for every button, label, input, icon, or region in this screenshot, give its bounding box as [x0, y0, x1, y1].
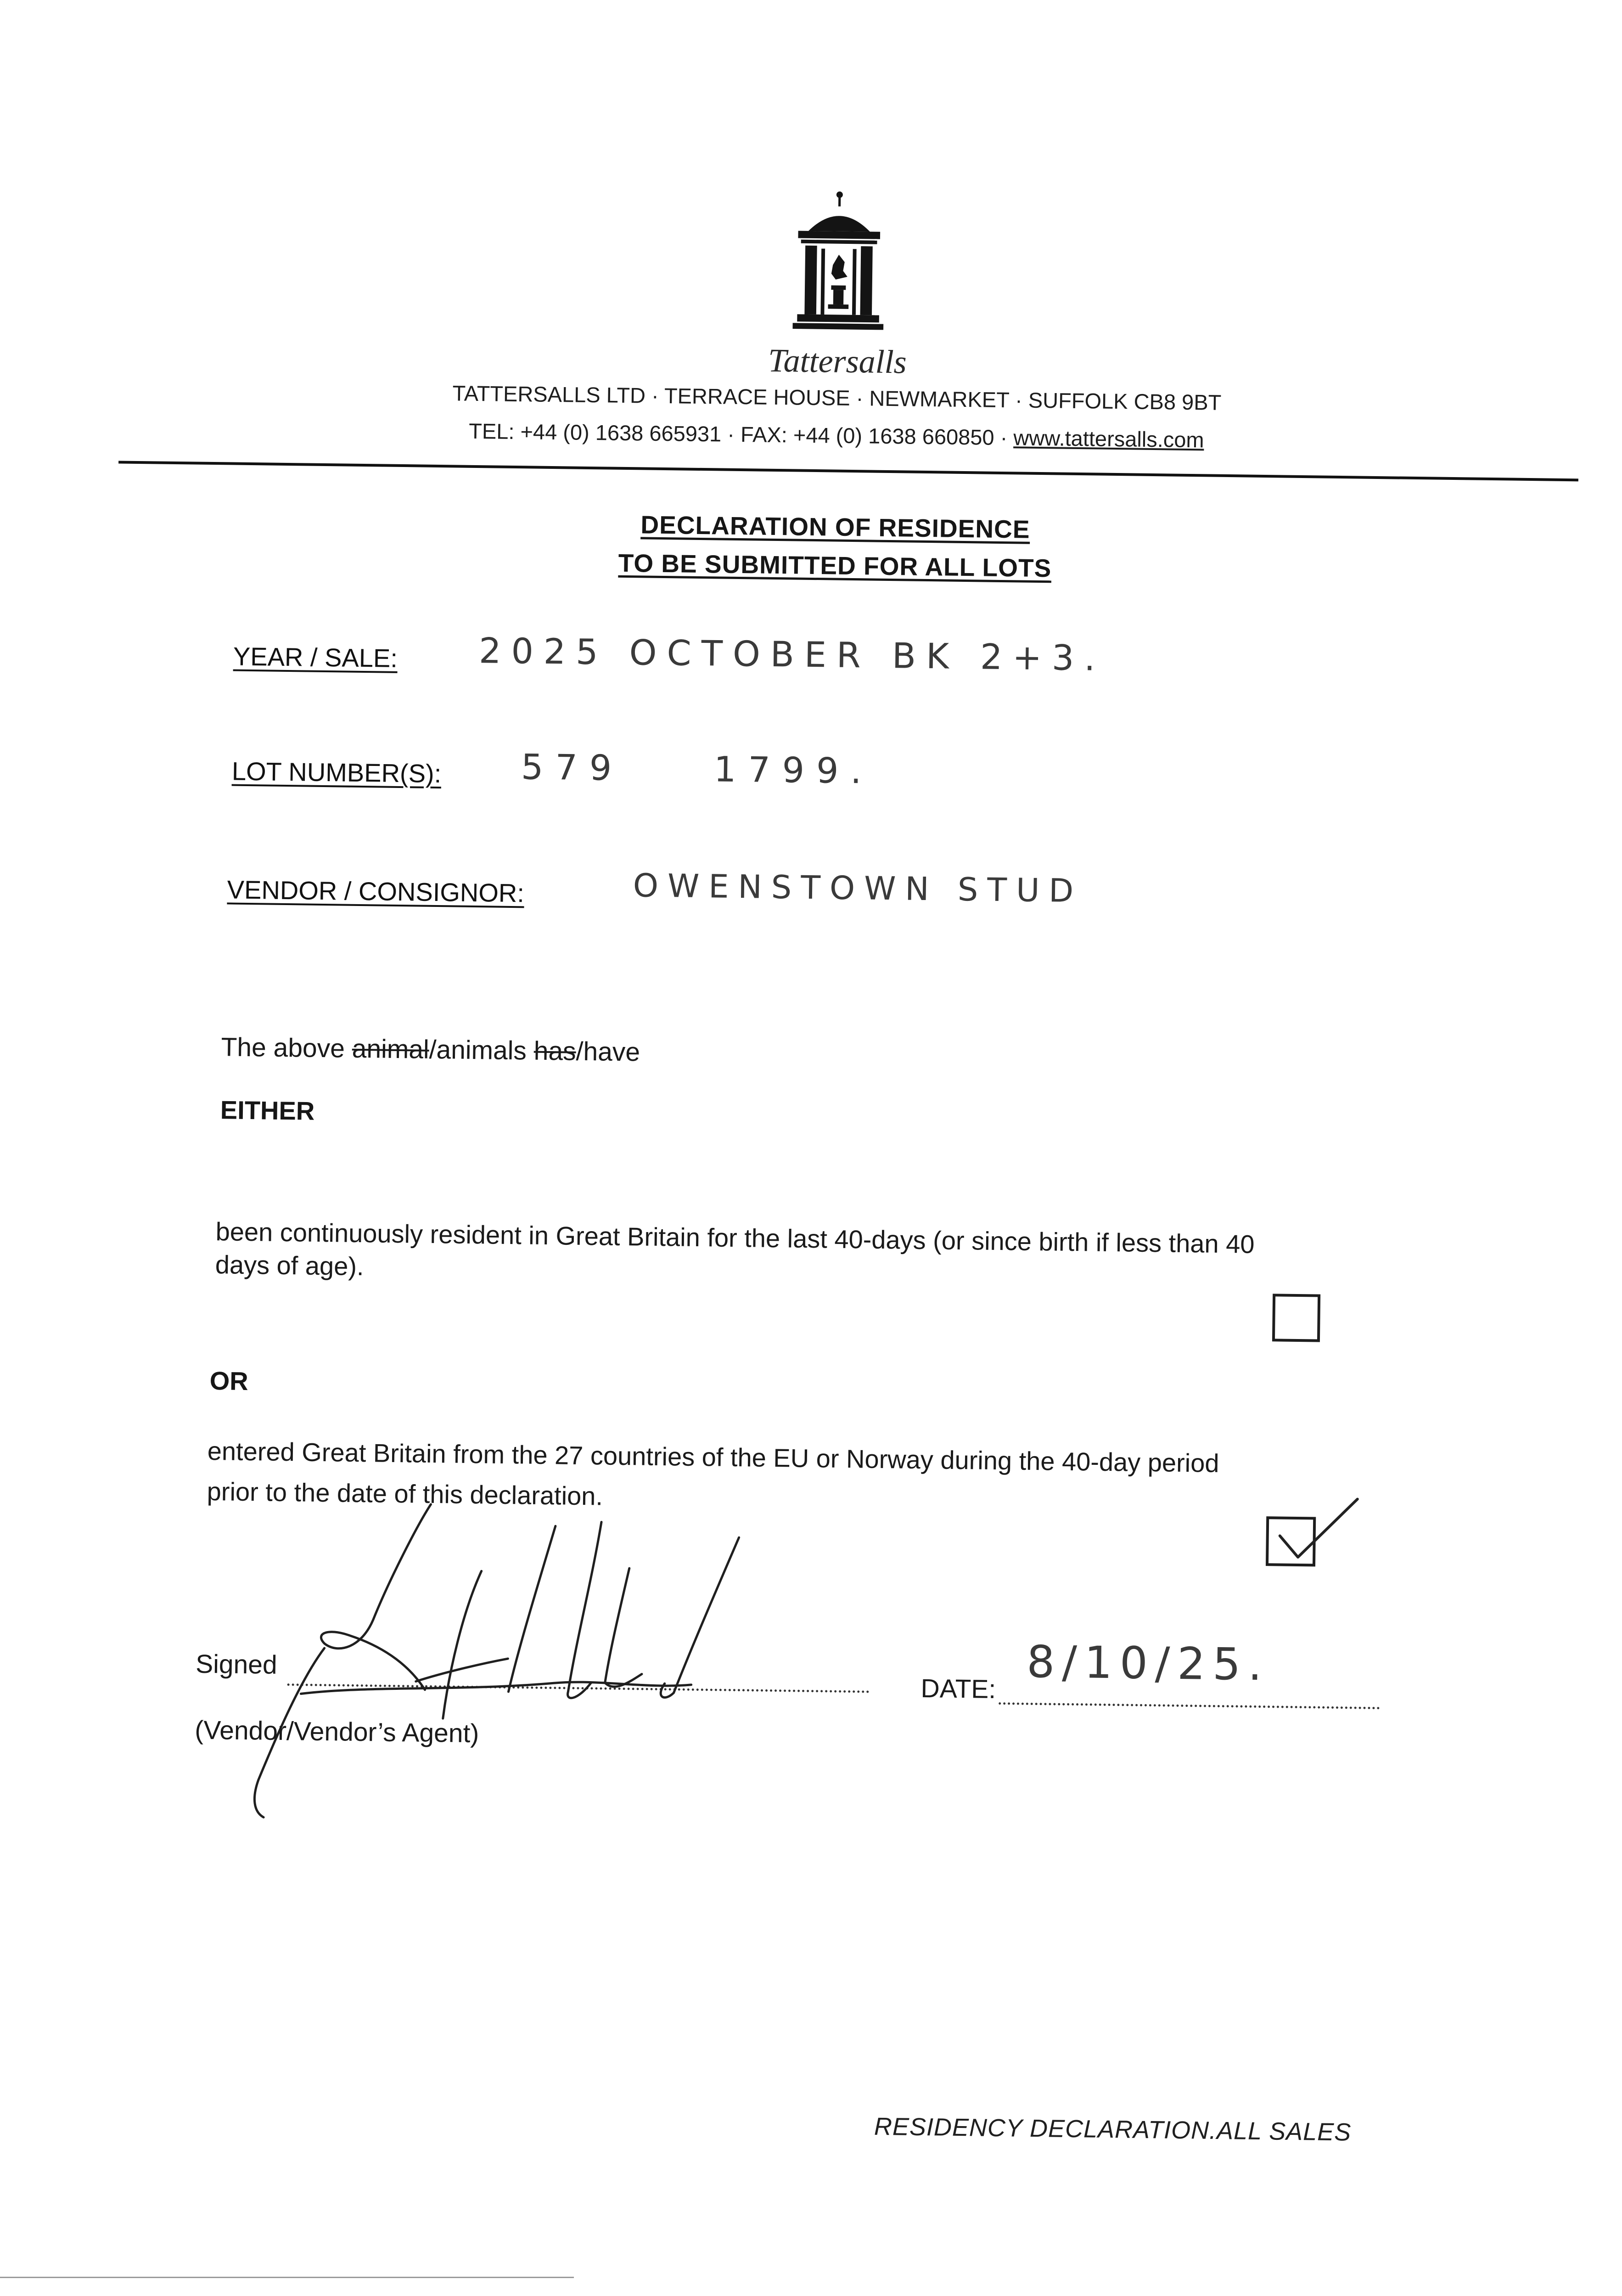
signed-label: Signed [195, 1649, 278, 1680]
tattersalls-temple-logo [780, 188, 898, 336]
year-sale-label: YEAR / SALE: [233, 642, 398, 673]
checkbox-resident [1272, 1294, 1320, 1342]
statement-line [221, 1034, 640, 1065]
scan-edge-line [0, 2277, 574, 2278]
footer-form-name: RESIDENCY DECLARATION.ALL SALES [874, 2112, 1352, 2146]
or-label: OR [209, 1366, 249, 1396]
date-label: DATE: [920, 1674, 996, 1705]
company-address [331, 373, 1342, 461]
website-link: www.tattersalls.com [1013, 425, 1204, 452]
address-line: TATTERSALLS LTD · TERRACE HOUSE · NEWMARKET · SUFFOLK CB8 9BT [452, 381, 1222, 415]
vendor-label: VENDOR / CONSIGNOR: [227, 875, 525, 908]
option-resident-text [215, 1215, 1255, 1294]
statement-prefix: The above [221, 1032, 353, 1064]
handwritten-signature [185, 1494, 786, 1832]
option-entered-line-1: entered Great Britain from the 27 countries of the EU or Norway during the 40-day period [207, 1436, 1219, 1478]
option-resident-line-1: been continuously resident in Great Britain for the last 40-days (or since birth if less than 40 [215, 1217, 1255, 1259]
date-line [999, 1702, 1380, 1709]
date-value: 8/10/25. [1026, 1636, 1270, 1691]
title-line-2: TO BE SUBMITTED FOR ALL LOTS [618, 548, 1052, 583]
form-title [513, 504, 1157, 589]
statement-animal-struck: animal [352, 1034, 430, 1064]
vendor-value: OWENSTOWN STUD [633, 867, 1083, 910]
statement-has-struck: has [533, 1036, 577, 1066]
option-resident-line-2: days of age). [215, 1250, 364, 1281]
brand-wordmark: Tattersalls [768, 342, 907, 381]
year-sale-value: 2025 OCTOBER BK 2+3. [478, 630, 1106, 679]
header-divider [118, 461, 1578, 481]
statement-animals: /animals [429, 1035, 534, 1066]
either-label: EITHER [220, 1095, 315, 1125]
phone-fax: TEL: +44 (0) 1638 665931 · FAX: +44 (0) 1638 660850 · [468, 418, 1014, 450]
lot-number-1: 579 [521, 746, 624, 788]
signer-role-label: (Vendor/Vendor’s Agent) [195, 1715, 479, 1749]
checkbox-entered-tick [1253, 1484, 1373, 1577]
lot-number-2: 1799. [713, 748, 874, 792]
statement-have: /have [576, 1036, 640, 1067]
lot-numbers-label: LOT NUMBER(S): [231, 756, 442, 788]
title-line-1: DECLARATION OF RESIDENCE [640, 510, 1030, 544]
option-entered-line-2: prior to the date of this declaration. [207, 1476, 603, 1511]
